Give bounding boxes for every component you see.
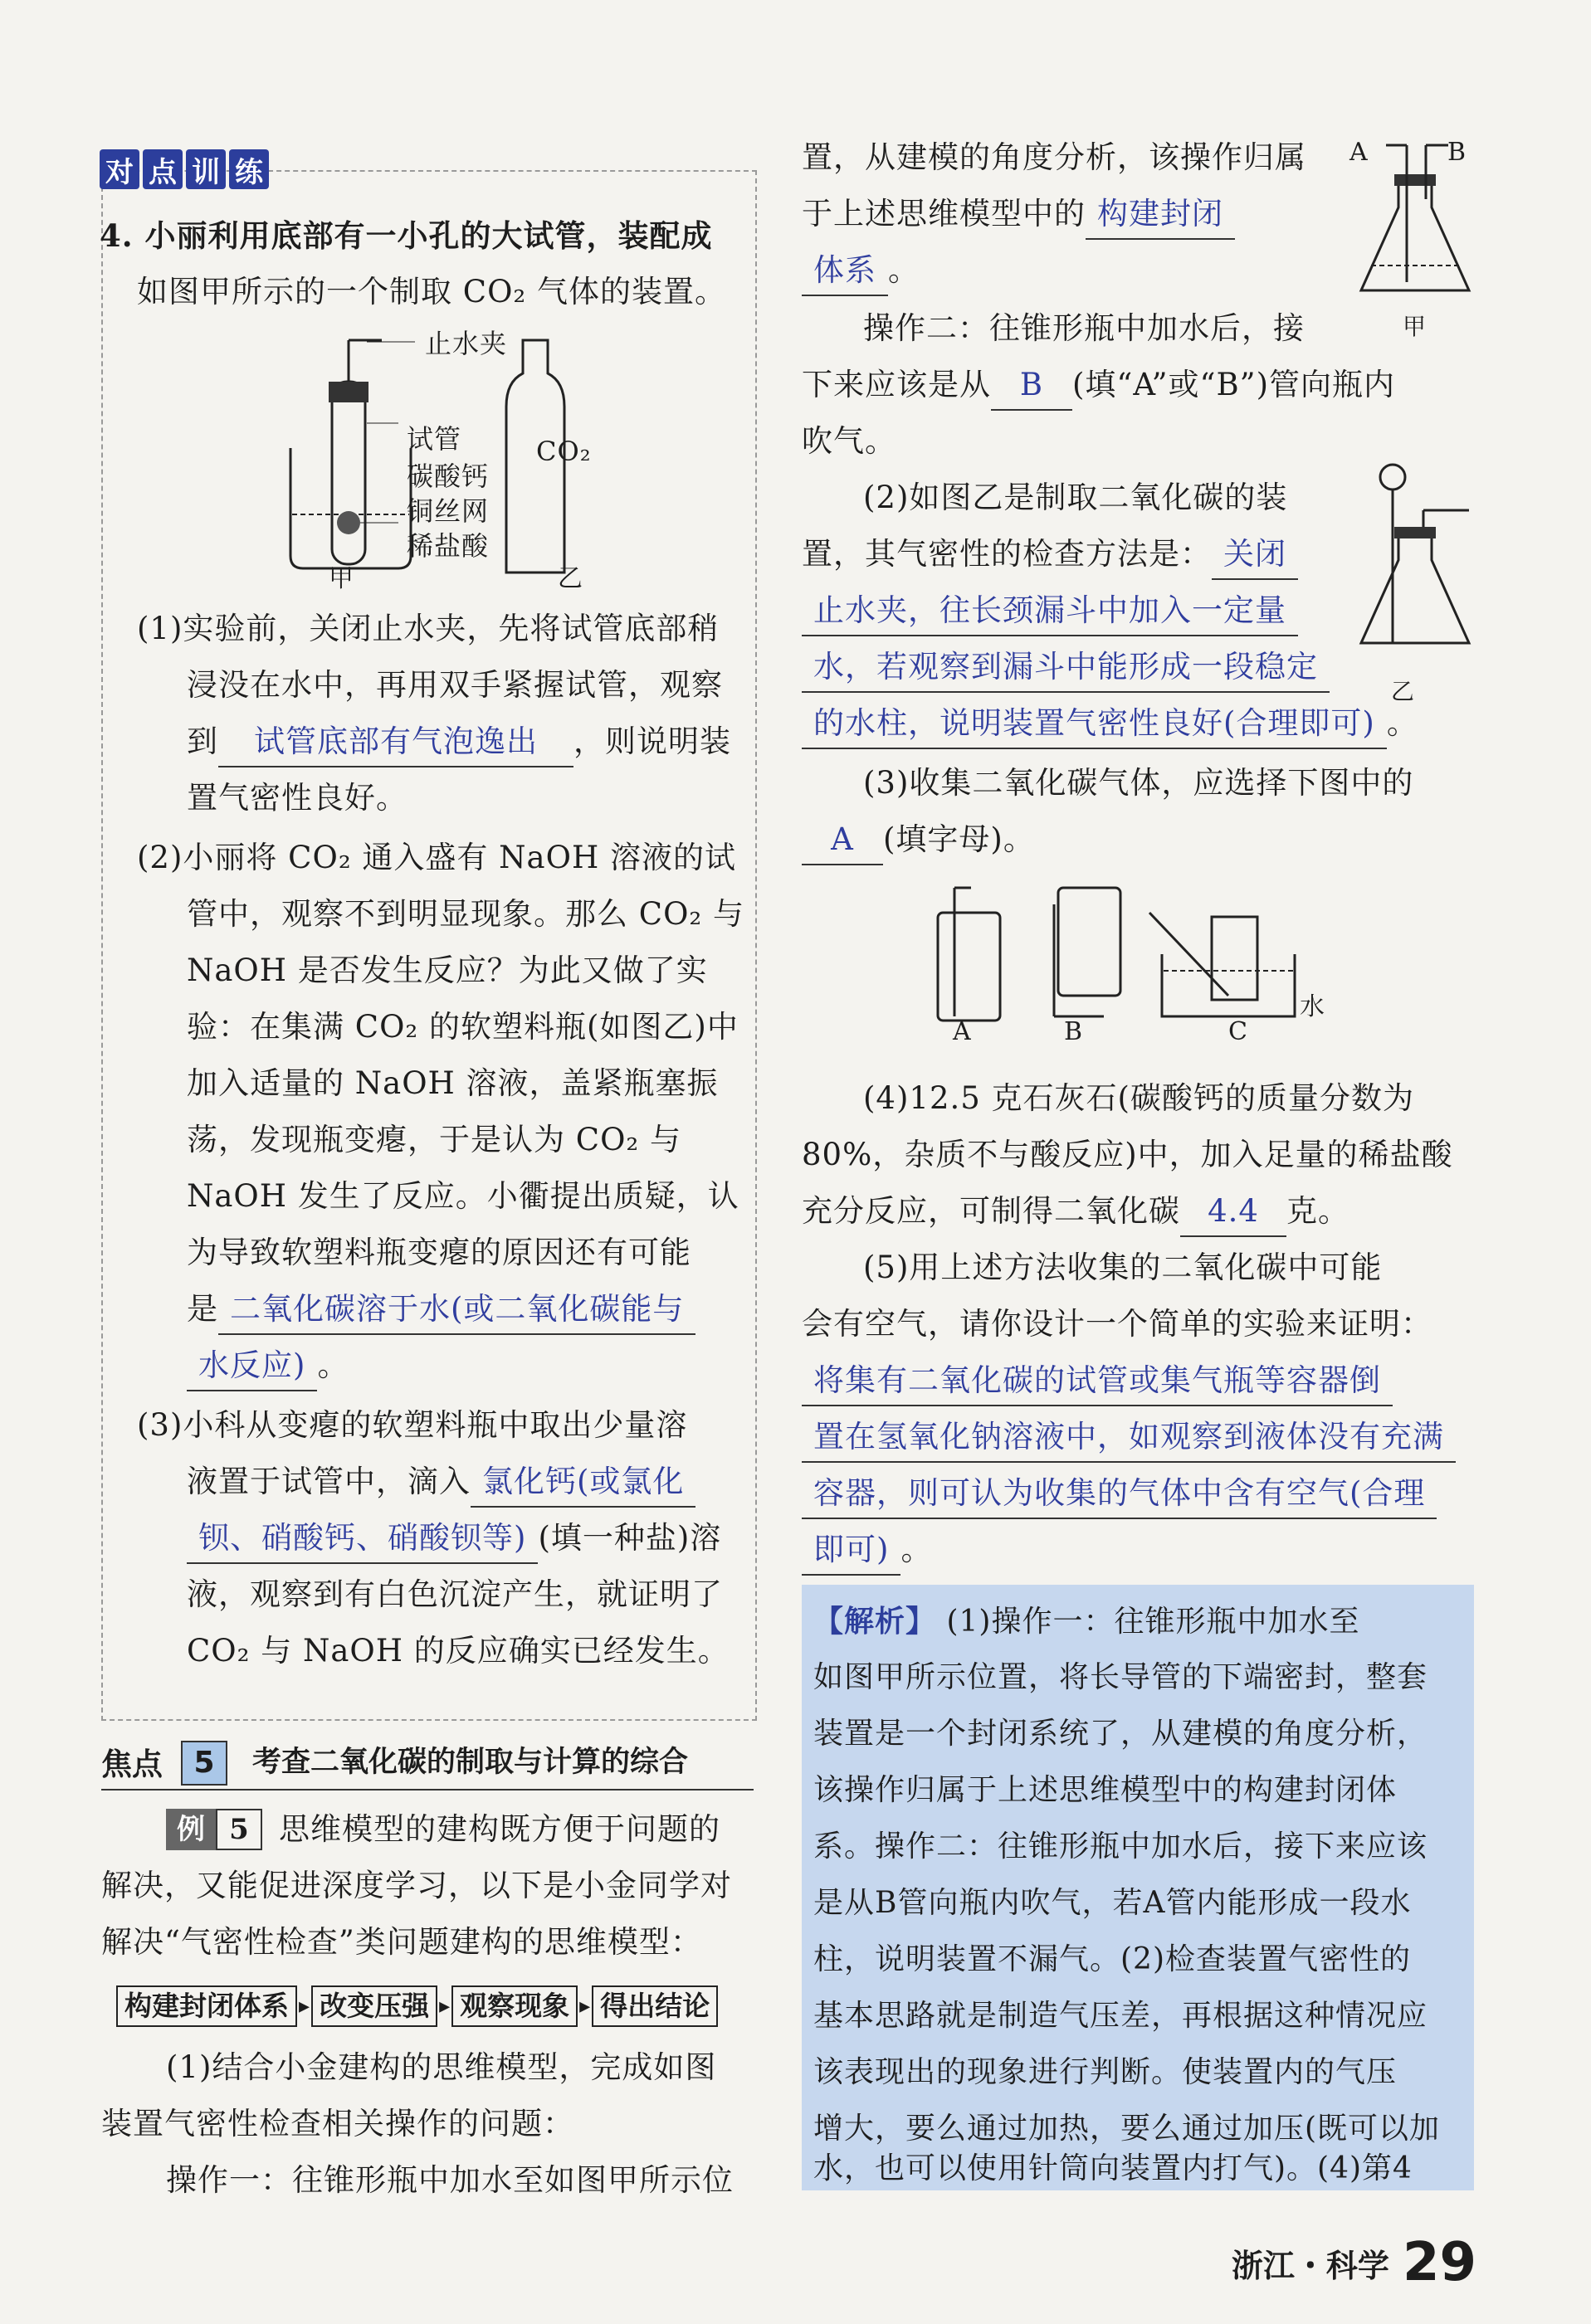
label-mesh: 铜丝网 xyxy=(407,495,490,527)
q4-p2-l2: 管中，观察不到明显现象。那么 CO₂ 与 xyxy=(187,896,744,932)
thinking-model-flow xyxy=(116,1985,718,2027)
q4-p3-l5: CO₂ 与 NaOH 的反应确实已经发生。 xyxy=(187,1633,730,1669)
answer-blank[interactable]: 止水夹，往长颈漏斗中加入一定量 xyxy=(802,587,1298,636)
answer-blank[interactable]: 将集有二氧化碳的试管或集气瓶等容器倒 xyxy=(802,1357,1393,1406)
label-yi: 乙 xyxy=(558,564,583,593)
q4-p2-l4: 验：在集满 CO₂ 的软塑料瓶(如图乙)中 xyxy=(187,1009,739,1045)
analysis-line: 水，也可以使用针筒向装置内打气)。(4)第4 xyxy=(813,2151,1413,2185)
q4-p3-l1: (3)小科从变瘪的软塑料瓶中取出少量溶 xyxy=(137,1407,688,1443)
label-tube: 试管 xyxy=(407,423,462,455)
r-q4c: 充分反应，可制得二氧化碳 4.4 克。 xyxy=(802,1183,1349,1240)
label-clamp: 止水夹 xyxy=(425,328,508,359)
analysis-line: 是从B管向瓶内吹气，若A管内能形成一段水 xyxy=(813,1886,1412,1920)
q4-p3-l4: 液，观察到有白色沉淀产生，就证明了 xyxy=(187,1576,723,1612)
flow-step: 得出结论 xyxy=(592,1985,718,2027)
answer-blank[interactable]: 4.4 xyxy=(1180,1187,1286,1237)
page-footer xyxy=(1232,2232,1476,2293)
q4-stem-2: 如图甲所示的一个制取 CO₂ 气体的装置。 xyxy=(137,274,726,309)
q4-p3-l3: 钡、硝酸钙、硝酸钡等) (填一种盐)溶 xyxy=(187,1510,721,1566)
flow-step: 改变压强 xyxy=(311,1985,437,2027)
r-q2e: 的水柱，说明装置气密性良好(合理即可) 。 xyxy=(802,695,1418,752)
figure-collection-abc xyxy=(930,879,1311,1029)
analysis-line: 系。操作二：往锥形瓶中加水后，接下来应该 xyxy=(813,1829,1428,1864)
example-q1b: 装置气密性检查相关操作的问题： xyxy=(101,2106,574,2141)
page-number: 29 xyxy=(1402,2232,1476,2293)
analysis-line: 基本思路就是制造气压差，再根据这种情况应 xyxy=(813,1999,1428,2033)
q4-p1-l4: 置气密性良好。 xyxy=(187,780,408,816)
answer-blank[interactable]: 水，若观察到漏斗中能形成一段稳定 xyxy=(802,643,1330,693)
example-l3: 解决“气密性检查”类问题建构的思维模型： xyxy=(101,1924,702,1960)
flow-step: 构建封闭体系 xyxy=(116,1985,297,2027)
tag-char: 对 xyxy=(100,149,139,189)
r-q2d xyxy=(802,639,1330,695)
focus-number: 5 xyxy=(181,1741,227,1786)
r-q5b: 会有空气，请你设计一个简单的实验来证明： xyxy=(802,1306,1432,1342)
practice-tag xyxy=(100,149,269,189)
answer-blank[interactable]: 即可) xyxy=(802,1526,900,1576)
r-q3a: (3)收集二氧化碳气体，应选择下图中的 xyxy=(863,765,1414,801)
q4-p2-l10: 水反应) 。 xyxy=(187,1337,349,1394)
label-caco3: 碳酸钙 xyxy=(407,460,490,492)
q4-p1-l3: 到 试管底部有气泡逸出 ，则说明装 xyxy=(187,714,731,770)
r-line2: 于上述思维模型中的 构建封闭 xyxy=(802,186,1235,242)
r-q4a: (4)12.5 克石灰石(碳酸钙的质量分数为 xyxy=(863,1080,1414,1116)
answer-blank[interactable]: 容器，则可认为收集的气体中含有空气(合理 xyxy=(802,1469,1437,1519)
subject-label: 浙江・科学 xyxy=(1231,2247,1389,2284)
label-yi2: 乙 xyxy=(1391,678,1416,705)
arrow-right-icon: ▸ xyxy=(439,1994,451,2019)
analysis-line: 如图甲所示位置，将长导管的下端密封，整套 xyxy=(813,1660,1428,1694)
analysis-line: 柱，说明装置不漏气。(2)检查装置气密性的 xyxy=(813,1942,1411,1976)
q4-p1-l2: 浸没在水中，再用双手紧握试管，观察 xyxy=(187,667,723,703)
focus-label: 焦点 xyxy=(101,1747,163,1782)
r-q5c xyxy=(802,1352,1393,1409)
r-line1: 置，从建模的角度分析，该操作归属 xyxy=(802,139,1306,175)
label-c2: C xyxy=(1228,1017,1248,1046)
r-op2b: 下来应该是从 B (填“A”或“B”)管向瓶内 xyxy=(802,357,1395,413)
q4-p2-l9: 是 二氧化碳溶于水(或二氧化碳能与 xyxy=(187,1281,695,1337)
label-water: 水 xyxy=(1300,992,1325,1021)
r-q5e xyxy=(802,1465,1437,1522)
answer-blank[interactable]: 构建封闭 xyxy=(1086,190,1235,240)
r-q2c xyxy=(802,582,1298,639)
q4-stem-1: 4. 小丽利用底部有一小孔的大试管，装配成 xyxy=(100,217,713,254)
q4-p2-l1: (2)小丽将 CO₂ 通入盛有 NaOH 溶液的试 xyxy=(137,840,736,875)
answer-blank[interactable]: 水反应) xyxy=(187,1342,317,1391)
tag-char: 练 xyxy=(229,149,269,189)
analysis-line-0: 【解析】 (1)操作一：往锥形瓶中加水至 xyxy=(813,1604,1360,1639)
r-q2b: 置，其气密性的检查方法是： 关闭 xyxy=(802,526,1298,582)
analysis-line: 该表现出的现象进行判断。使装置内的气压 xyxy=(813,2055,1398,2089)
answer-blank[interactable]: 关闭 xyxy=(1212,530,1298,580)
focus-title: 考查二氧化碳的制取与计算的综合 xyxy=(252,1746,689,1779)
example-op1: 操作一：往锥形瓶中加水至如图甲所示位 xyxy=(166,2162,734,2198)
r-q4b: 80%，杂质不与酸反应)中，加入足量的稀盐酸 xyxy=(802,1137,1453,1172)
tag-char: 训 xyxy=(186,149,226,189)
q4-p1-l1: (1)实验前，关闭止水夹，先将试管底部稍 xyxy=(137,611,720,646)
q4-p2-l6: 荡，发现瓶变瘪，于是认为 CO₂ 与 xyxy=(187,1122,681,1157)
label-a2: A xyxy=(953,1017,972,1046)
analysis-line: 增大，要么通过加热，要么通过加压(既可以加 xyxy=(813,2112,1441,2146)
label-a: A xyxy=(1349,138,1369,167)
arrow-right-icon: ▸ xyxy=(299,1994,310,2019)
example-number: 5 xyxy=(216,1809,262,1850)
answer-blank[interactable]: 钡、硝酸钙、硝酸钡等) xyxy=(187,1514,538,1564)
example-l2: 解决，又能促进深度学习，以下是小金同学对 xyxy=(101,1868,732,1903)
r-q5a: (5)用上述方法收集的二氧化碳中可能 xyxy=(863,1250,1383,1285)
r-q5d xyxy=(802,1409,1456,1465)
label-b2: B xyxy=(1064,1017,1084,1046)
q4-p2-l7: NaOH 发生了反应。小衢提出质疑，认 xyxy=(187,1178,739,1214)
example-tag xyxy=(166,1809,262,1850)
example-l1: 思维模型的建构既方便于问题的 xyxy=(279,1811,720,1847)
focus-header xyxy=(101,1739,754,1791)
analysis-line: 该操作归属于上述思维模型中的构建封闭体 xyxy=(813,1773,1398,1807)
answer-blank[interactable]: 试管底部有气泡逸出 xyxy=(218,718,573,767)
tag-char: 点 xyxy=(143,149,183,189)
r-op2a: 操作二：往锥形瓶中加水后，接 xyxy=(863,310,1305,346)
answer-blank[interactable]: B xyxy=(991,361,1072,411)
answer-blank[interactable]: 氯化钙(或氯化 xyxy=(471,1458,695,1508)
label-acid: 稀盐酸 xyxy=(407,530,490,562)
answer-blank[interactable]: 置在氢氧化钠溶液中，如观察到液体没有充满 xyxy=(802,1413,1456,1463)
figure-flask-yi xyxy=(1353,460,1477,676)
r-q2a: (2)如图乙是制取二氧化碳的装 xyxy=(863,480,1288,515)
example-q1a: (1)结合小金建构的思维模型，完成如图 xyxy=(166,2049,717,2085)
label-co2: CO₂ xyxy=(536,436,592,467)
label-jia: 甲 xyxy=(329,564,354,593)
r-line3: 体系 。 xyxy=(802,242,920,299)
r-q5f: 即可) 。 xyxy=(802,1522,932,1578)
q4-p3-l2: 液置于试管中，滴入 氯化钙(或氯化 xyxy=(187,1454,695,1510)
answer-blank[interactable]: 二氧化碳溶于水(或二氧化碳能与 xyxy=(218,1285,695,1335)
q4-p2-l3: NaOH 是否发生反应？为此又做了实 xyxy=(187,952,708,988)
analysis-head: 【解析】 xyxy=(813,1604,937,1639)
q4-p2-l5: 加入适量的 NaOH 溶液，盖紧瓶塞振 xyxy=(187,1065,719,1101)
analysis-box xyxy=(802,1585,1474,2190)
answer-blank[interactable]: A xyxy=(802,816,883,865)
answer-blank[interactable]: 的水柱，说明装置气密性良好(合理即可) xyxy=(802,699,1387,749)
example-label: 例 xyxy=(166,1809,216,1850)
arrow-right-icon: ▸ xyxy=(579,1994,591,2019)
r-q3b: A (填字母)。 xyxy=(802,811,1035,868)
answer-blank[interactable]: 体系 xyxy=(802,246,888,296)
r-op2c: 吹气。 xyxy=(802,423,896,459)
q4-p2-l8: 为导致软塑料瓶变瘪的原因还有可能 xyxy=(187,1235,691,1270)
flow-step: 观察现象 xyxy=(451,1985,578,2027)
label-jia2: 甲 xyxy=(1403,313,1428,340)
label-b: B xyxy=(1447,138,1467,167)
analysis-line: 装置是一个封闭系统了，从建模的角度分析， xyxy=(813,1717,1428,1751)
